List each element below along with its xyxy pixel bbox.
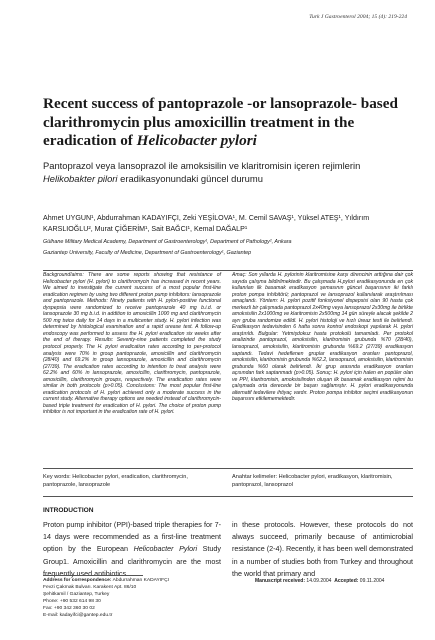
keywords-turkish [232, 474, 413, 490]
abstract-turkish: Amaç: Son yıllarda H. pylorinin klaritromisine karşı direncinin arttığına dair çok sayıda çalışma bildirilmektedir. Bu çalışmada H.pylori eradikasyonunda en çok kullanılan ilk basamak eradikasyon şemasının güncel başarısının iki farklı proton pompa inhibitörü; pantoprazol ve lansoprazol kullanılarak araştırılması amaçlandı. Yöntem: H. pylori pozitif fonksiyonel dispepsisi olan 90 hasta çok merkezli bir çalışmada pantoprazol 2x40mg veya lansoprazol 2x30mg ile birlikte amoksisilin 2x1000mg ve klaritromisin 2x500mg 14 gün süreyle alacak şekilde 2 ayrı gruba randomize edildi. H. pylori histoloji ve hızlı üreaz testi ile belirlendi. Eradikasyon tedavisinden 6 hafta sonra kontrol endoskopi yapılarak H. pylori araştırıldı. Bulgular: Yetmişdokuz hasta protokolü tamamladı. Per protokol analizinde pantoprazol, amoksisilin, klaritromisin grubunda %70 (28/40), lansoprazol, amoksisilin, klaritromisin grubunda %69.2 (27/39) eradikasyon saptandı. Tedavi hedeflenen gruplar eradikasyon oranları pantoprazol, amoksisilin, klaritromisin grubunda %62.2, lansoprazol, amoksisilin, klaritromisin grubunda %60 olarak belirlendi. İki grup arasında eradikasyon oranları açısından fark saptanmadı (p>0.05). Sonuç: H. pylori için halen en popüler olan ve PPI, klaritromisin, amoksisilinden oluşan ilk basamak eradikasyon rejimi bu çalışmada orta derecede bir başarı sağlamıştır. H. pylori eradikasyonunda alternatif tedavilere ihtiyaç vardır. Proton pompa inhibitor seçimi eradikasyonun başarısını etkilememektedir. [232, 272, 413, 403]
affiliation-2: Gaziantep University, Faculty of Medicine, Department of Gastroenterology¹, Gaziantep [43, 249, 252, 256]
keywords-label: Key words: [43, 474, 71, 480]
correspondence-line: Fevzi Çakmak Bulvarı. Karakent Apt. 86/10 [43, 584, 137, 590]
keywords-values: Helicobacter pylori, eradication, clarithromycin, pantoprazole, lansoprazole [43, 474, 188, 488]
turkish-title-end: eradikasyonundaki güncel durumu [117, 172, 263, 184]
article-title-italic: Helicobacter pylori [136, 132, 257, 149]
correspondence-line: Phone: +90 532 614 98 30 [43, 598, 101, 604]
correspondence-block [43, 578, 223, 619]
keywords-divider [43, 468, 413, 469]
turkish-title-main: Pantoprazol veya lansoprazol ile amoksisilin ve klaritromisin içeren rejimlerin [43, 160, 361, 171]
top-divider [43, 270, 413, 271]
correspondence-line: Şehitkamil / Gaziantep, Turkey [43, 591, 110, 597]
body-divider [43, 496, 413, 497]
article-title-main: Recent success of pantoprazole -or lansoprazole- based clarithromycin plus amoxicillin treatment in the eradication of [43, 95, 398, 149]
manuscript-received-label: Manuscript received: [255, 578, 306, 584]
intro-left-column [43, 519, 221, 580]
correspondence-label: Address for correspondence: [43, 578, 112, 583]
author-list: Ahmet UYGUN¹, Abdurrahman KADAYIFÇI, Zeki YEŞİLOVA¹, M. Cemil SAVAŞ¹, Yüksel ATEŞ¹, Yıldırım KARSLIOĞLU², Murat ÇİĞERİM¹, Sait BAĞCI¹, Kemal DAĞALP¹ [43, 214, 370, 233]
manuscript-dates [255, 578, 384, 584]
turkish-title [43, 160, 413, 185]
journal-reference: Turk J Gastroenterol 2004; 15 (4): 219-224 [309, 14, 407, 20]
intro-left-text-1: Proton pump inhibitor (PPI)-based triple therapies for 7-14 days were recommended as a first-line treatment option by the European [43, 520, 221, 554]
keywords-tr-values: Helicobacter pylori, eradikasyon, klaritromisin, pantoprazol, lansoprazol [232, 474, 393, 488]
accepted-date: 09.11.2004 [358, 578, 385, 584]
turkish-title-italic: Helikobakter pilori [43, 172, 118, 184]
intro-right-column: in these protocols. However, these protocols do not always succeed, primarily because of antimicrobial resistance (2-4). Recently, it has been well demonstrated in a number of studies both from Turkey and throughout the world that primary and [232, 520, 413, 578]
correspondence-line: Fax: +90 342 360 30 02 [43, 605, 95, 611]
accepted-label: Accepted: [334, 578, 359, 584]
keywords-tr-label: Anahtar kelimeler: [232, 474, 278, 480]
footnote-divider [43, 575, 143, 576]
abstract-english: Background/aims: There are some reports showing that resistance of Helicobacter pylori (H. pylori) to clarithromycin has increased in recent years. We aimed to investigate the current success of a most popular first-line eradication regimen by using two different proton pump inhibitors: lansoprazole and pantoprazole. Methods: Ninety patients with H. pylori-positive functional dyspepsia were randomized to receive pantoprazole 40 mg b.i.d. or lansoprazole 30 mg b.i.d. in addition to amoxicillin 1000 mg and clarithromycin 500 mg twice daily for 14 days in a multicenter study. H. pylori infection was determined by histological examination and a rapid urease test. A follow-up endoscopy was performed to assess the H. pylori eradication six weeks after the end of therapy. Results: Seventy-nine patients completed the study protocol properly. The H. pylori eradication rates according to per-protocol analysis were 70% in group pantoprazole, amoxicillin and clarithromycin (28/40) and 69.2% in group lansoprazole, amoxicillin and clarithromycin (27/39). The eradication rates according to intention to treat analysis were 62.2% and 60% in lansoprazole, amoxicillin, clarithromycin, pantoprazole, amoxicillin, clarithromycin groups, respectively. The eradication rates were similar in both protocols (p>0.05). Conclusions: The most popular first-line eradication protocols of H. pylori achieved only a moderate success in the current study. Alternative therapy options are needed instead of clarithromycin-based triple treatment for eradication of H. pylori. The choice of proton pump inhibitor is not important in the eradication rate of H. pylori. [43, 272, 221, 416]
keywords-english [43, 474, 221, 490]
correspondence-name: Abdurrahman KADAYIFÇI [111, 578, 170, 583]
section-heading-introduction: INTRODUCTION [43, 507, 94, 514]
intro-left-italic: Helicobacter Pylori [133, 544, 198, 554]
article-title [43, 95, 413, 151]
affiliation-1: Gülhane Military Medical Academy, Department of Gastroenterology¹, Department of Pathology², Ankara [43, 239, 292, 245]
manuscript-received-date: 14.09.2004 [305, 578, 332, 584]
intro-left-text-2: Study Group1. Amoxicillin and clarithromycin are the most frequently used antibiotics [43, 544, 221, 578]
correspondence-line: E-mail: kadayifci@gantep.edu.tr [43, 612, 113, 618]
affiliations [43, 237, 413, 258]
